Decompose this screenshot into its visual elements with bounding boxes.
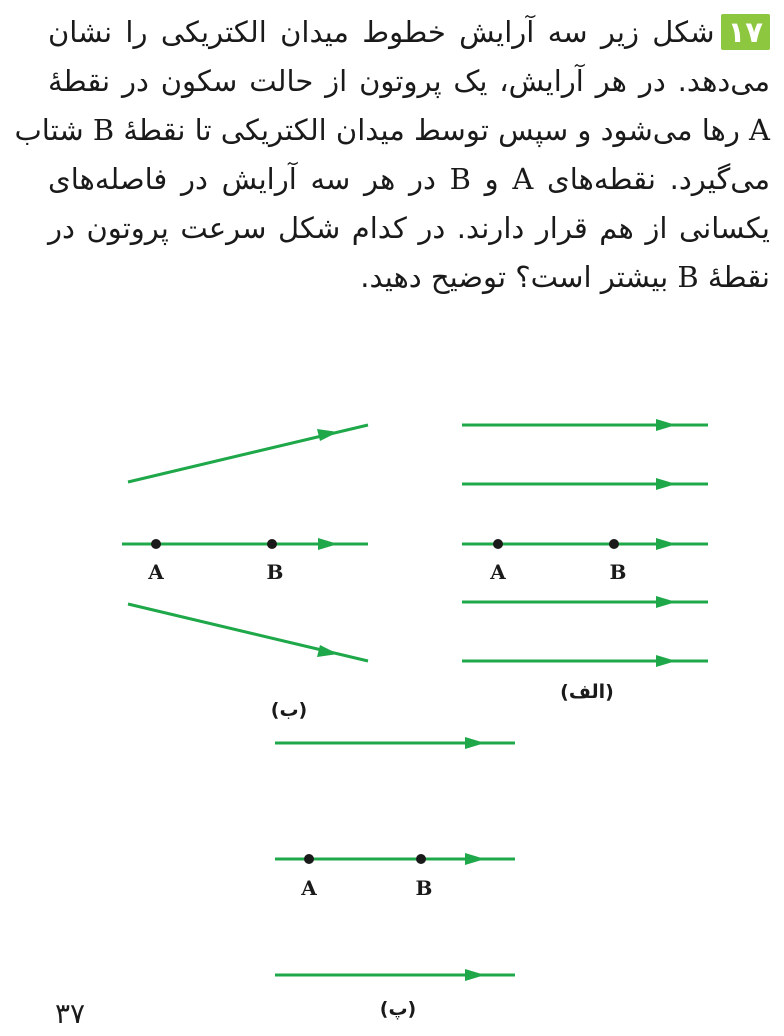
arrow-icon — [656, 655, 676, 667]
arrow-icon — [317, 645, 338, 657]
arrow-icon — [656, 538, 676, 550]
pe-point-b — [416, 854, 426, 864]
arrow-icon — [656, 596, 676, 608]
be-point-b — [267, 539, 277, 549]
alef-point-b — [609, 539, 619, 549]
be-label-a: A — [148, 560, 164, 584]
pe-point-a — [304, 854, 314, 864]
arrow-icon — [656, 478, 676, 490]
arrow-icon — [465, 853, 485, 865]
question-line-3: A رها می‌شود و سپس توسط میدان الکتریکی تا نقطهٔ B شتاب — [14, 113, 770, 147]
be-label-b: B — [266, 560, 284, 584]
question-line-5: یکسانی از هم قرار دارند. در کدام شکل سرعت پروتون در — [48, 211, 770, 245]
figure-be-caption: (ب) — [270, 699, 308, 721]
question-line-2: می‌دهد. در هر آرایش، یک پروتون از حالت سکون در نقطهٔ — [48, 64, 770, 98]
alef-point-a — [493, 539, 503, 549]
be-point-a — [151, 539, 161, 549]
page-number: ۳۷ — [54, 997, 86, 1030]
alef-label-b: B — [609, 560, 627, 584]
arrow-icon — [318, 538, 338, 550]
pe-label-a: A — [301, 876, 317, 900]
alef-label-a: A — [490, 560, 506, 584]
arrow-icon — [465, 969, 485, 981]
pe-label-b: B — [415, 876, 433, 900]
figure-alef-caption: (الف) — [560, 681, 614, 703]
question-number-badge: ۱۷ — [721, 14, 770, 50]
question-line-1: ۱۷شکل زیر سه آرایش خطوط میدان الکتریکی را نشان — [48, 8, 770, 57]
figure-pe-caption: (پ) — [379, 998, 417, 1020]
arrow-icon — [656, 419, 676, 431]
question-line-6: نقطهٔ B بیشتر است؟ توضیح دهید. — [360, 260, 770, 294]
arrow-icon — [317, 429, 338, 441]
arrow-icon — [465, 737, 485, 749]
question-line-4: می‌گیرد. نقطه‌های A و B در هر سه آرایش در فاصله‌های — [48, 162, 770, 196]
